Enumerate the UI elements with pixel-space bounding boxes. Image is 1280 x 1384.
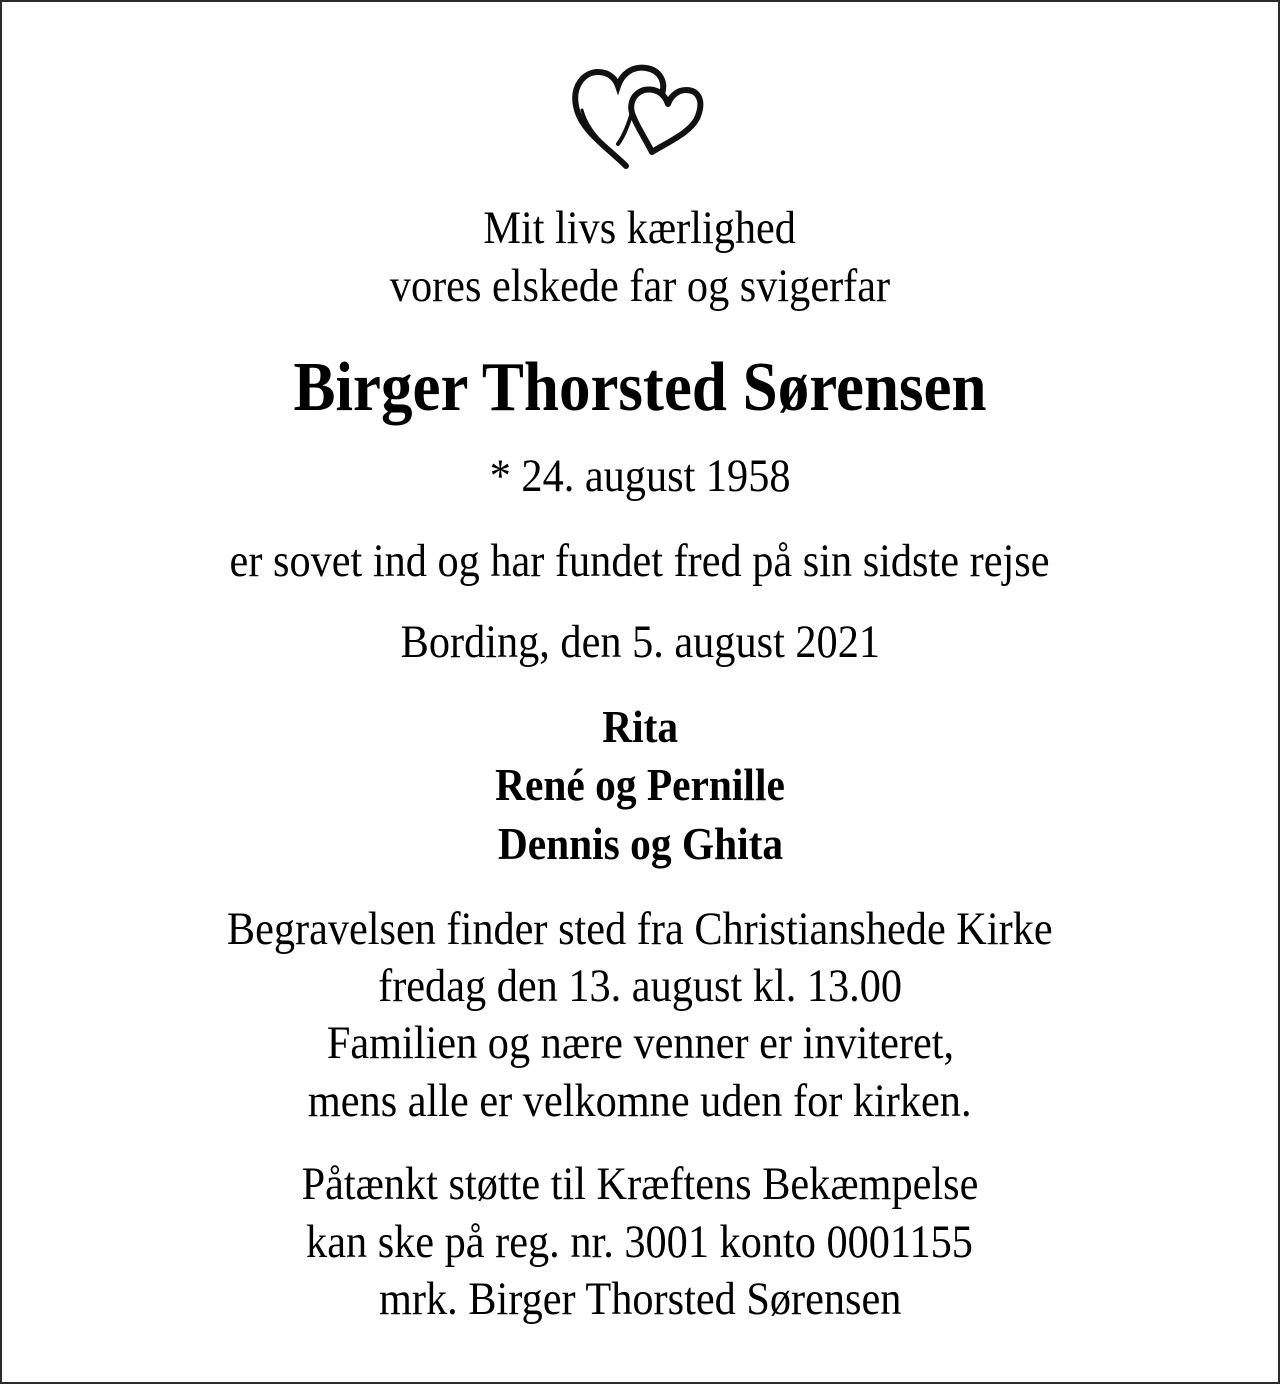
donation-line: kan ske på reg. nr. 3001 konto 0001155 <box>306 1216 974 1268</box>
mourner-line: René og Pernille <box>495 759 785 810</box>
funeral-line: mens alle er velkomne uden for kirken. <box>308 1075 972 1127</box>
funeral-line: Familien og nære venner er inviteret, <box>326 1017 954 1069</box>
donation-line: mrk. Birger Thorsted Sørensen <box>378 1273 902 1325</box>
deceased-name: Birger Thorsted Sørensen <box>293 349 987 426</box>
passing-text: er sovet ind og har fundet fred på sin sidste rejse <box>230 535 1050 587</box>
mourner-line: Rita <box>602 701 678 752</box>
intro-line-2: vores elskede far og svigerfar <box>389 260 891 312</box>
mourner-line: Dennis og Ghita <box>497 818 783 869</box>
intro-line-1: Mit livs kærlighed <box>483 202 797 254</box>
funeral-line: Begravelsen finder sted fra Christianshede Kirke <box>227 903 1053 955</box>
donation-line: Påtænkt støtte til Kræftens Bekæmpelse <box>301 1158 979 1210</box>
double-hearts-icon <box>568 60 718 172</box>
birth-date: * 24. august 1958 <box>489 450 791 502</box>
funeral-line: fredag den 13. august kl. 13.00 <box>378 960 902 1012</box>
place-and-date: Bording, den 5. august 2021 <box>400 616 880 668</box>
